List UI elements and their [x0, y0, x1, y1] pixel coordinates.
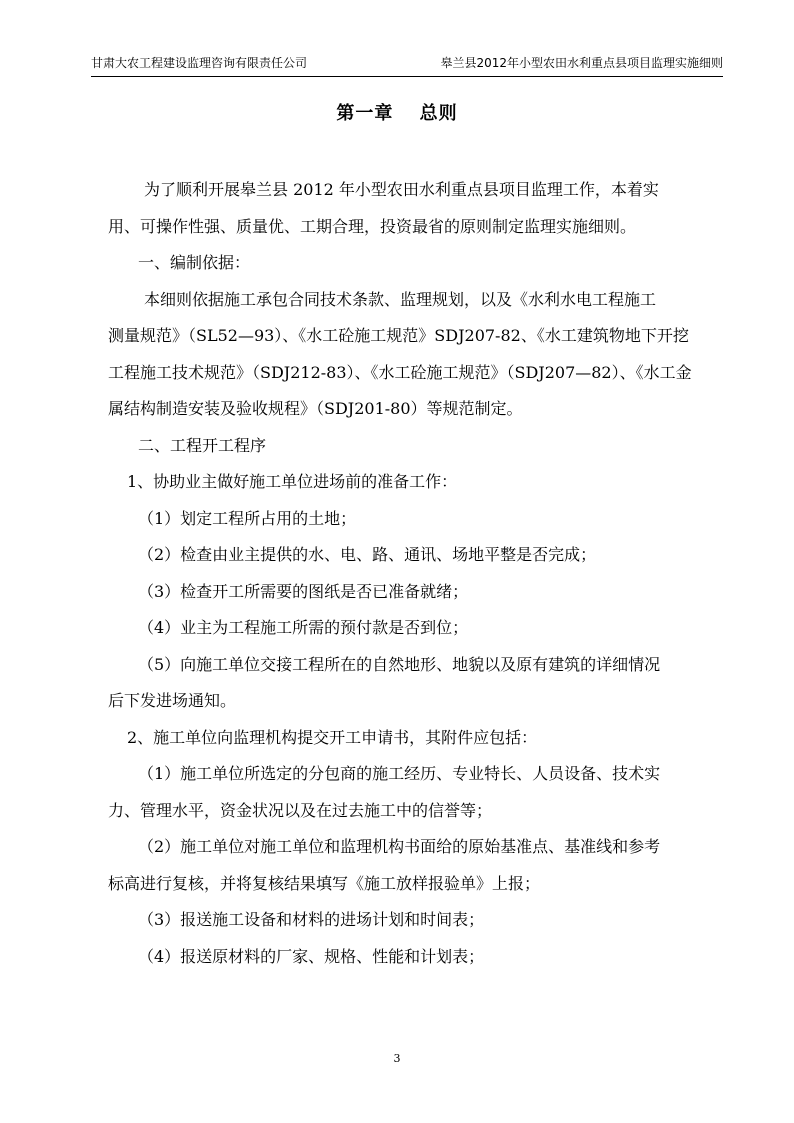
- list-item: （1）划定工程所占用的土地；: [138, 508, 357, 528]
- list-item: （3）报送施工设备和材料的进场计划和时间表；: [138, 910, 485, 929]
- paragraph-line: 工程施工技术规范》（SDJ212-83）、《水工砼施工规范》（SDJ207—82）、《水工金: [108, 362, 692, 382]
- page-header: [91, 54, 723, 77]
- page-number: 3: [393, 1052, 401, 1065]
- header-company: 甘肃大农工程建设监理咨询有限责任公司: [91, 56, 308, 70]
- paragraph-line: 本细则依据施工承包合同技术条款、监理规划，以及《水利水电工程施工: [144, 289, 657, 309]
- paragraph-line: 用、可操作性强、质量优、工期合理，投资最省的原则制定监理实施细则。: [108, 216, 637, 236]
- section-heading: 一、编制依据：: [138, 253, 251, 272]
- list-item: （1）施工单位所选定的分包商的施工经历、专业特长、人员设备、技术实: [138, 764, 661, 783]
- list-item: 2、施工单位向监理机构提交开工申请书，其附件应包括：: [127, 727, 538, 747]
- document-body: [108, 172, 715, 975]
- list-item: （2）检查由业主提供的水、电、路、通讯、场地平整是否完成；: [138, 545, 597, 564]
- header-document-title: 皋兰县2012年小型农田水利重点县项目监理实施细则: [440, 56, 723, 70]
- list-item: （4）报送原材料的厂家、规格、性能和计划表；: [138, 946, 485, 966]
- paragraph-line: 为了顺利开展皋兰县 2012 年小型农田水利重点县项目监理工作，本着实: [144, 180, 659, 199]
- chapter-title: 第一章 总则: [336, 103, 458, 124]
- paragraph-line: 标高进行复核，并将复核结果填写《施工放样报验单》上报；: [108, 873, 541, 893]
- list-item: （2）施工单位对施工单位和监理机构书面给的原始基准点、基准线和参考: [138, 837, 661, 856]
- list-item: （4）业主为工程施工所需的预付款是否到位；: [138, 618, 469, 637]
- paragraph-line: 后下发进场通知。: [108, 691, 237, 710]
- section-heading: 二、工程开工程序: [138, 435, 267, 455]
- list-item: （3）检查开工所需要的图纸是否已准备就绪；: [138, 581, 469, 601]
- paragraph-line: 属结构制造安装及验收规程》（SDJ201-80）等规范制定。: [108, 399, 523, 418]
- paragraph-line: 测量规范》（SL52—93）、《水工砼施工规范》SDJ207-82、《水工建筑物地下开挖: [108, 326, 689, 345]
- list-item: （5）向施工单位交接工程所在的自然地形、地貌以及原有建筑的详细情况: [138, 654, 661, 674]
- list-item: 1、协助业主做好施工单位进场前的准备工作：: [127, 472, 458, 491]
- paragraph-line: 力、管理水平，资金状况以及在过去施工中的信誉等；: [108, 800, 493, 820]
